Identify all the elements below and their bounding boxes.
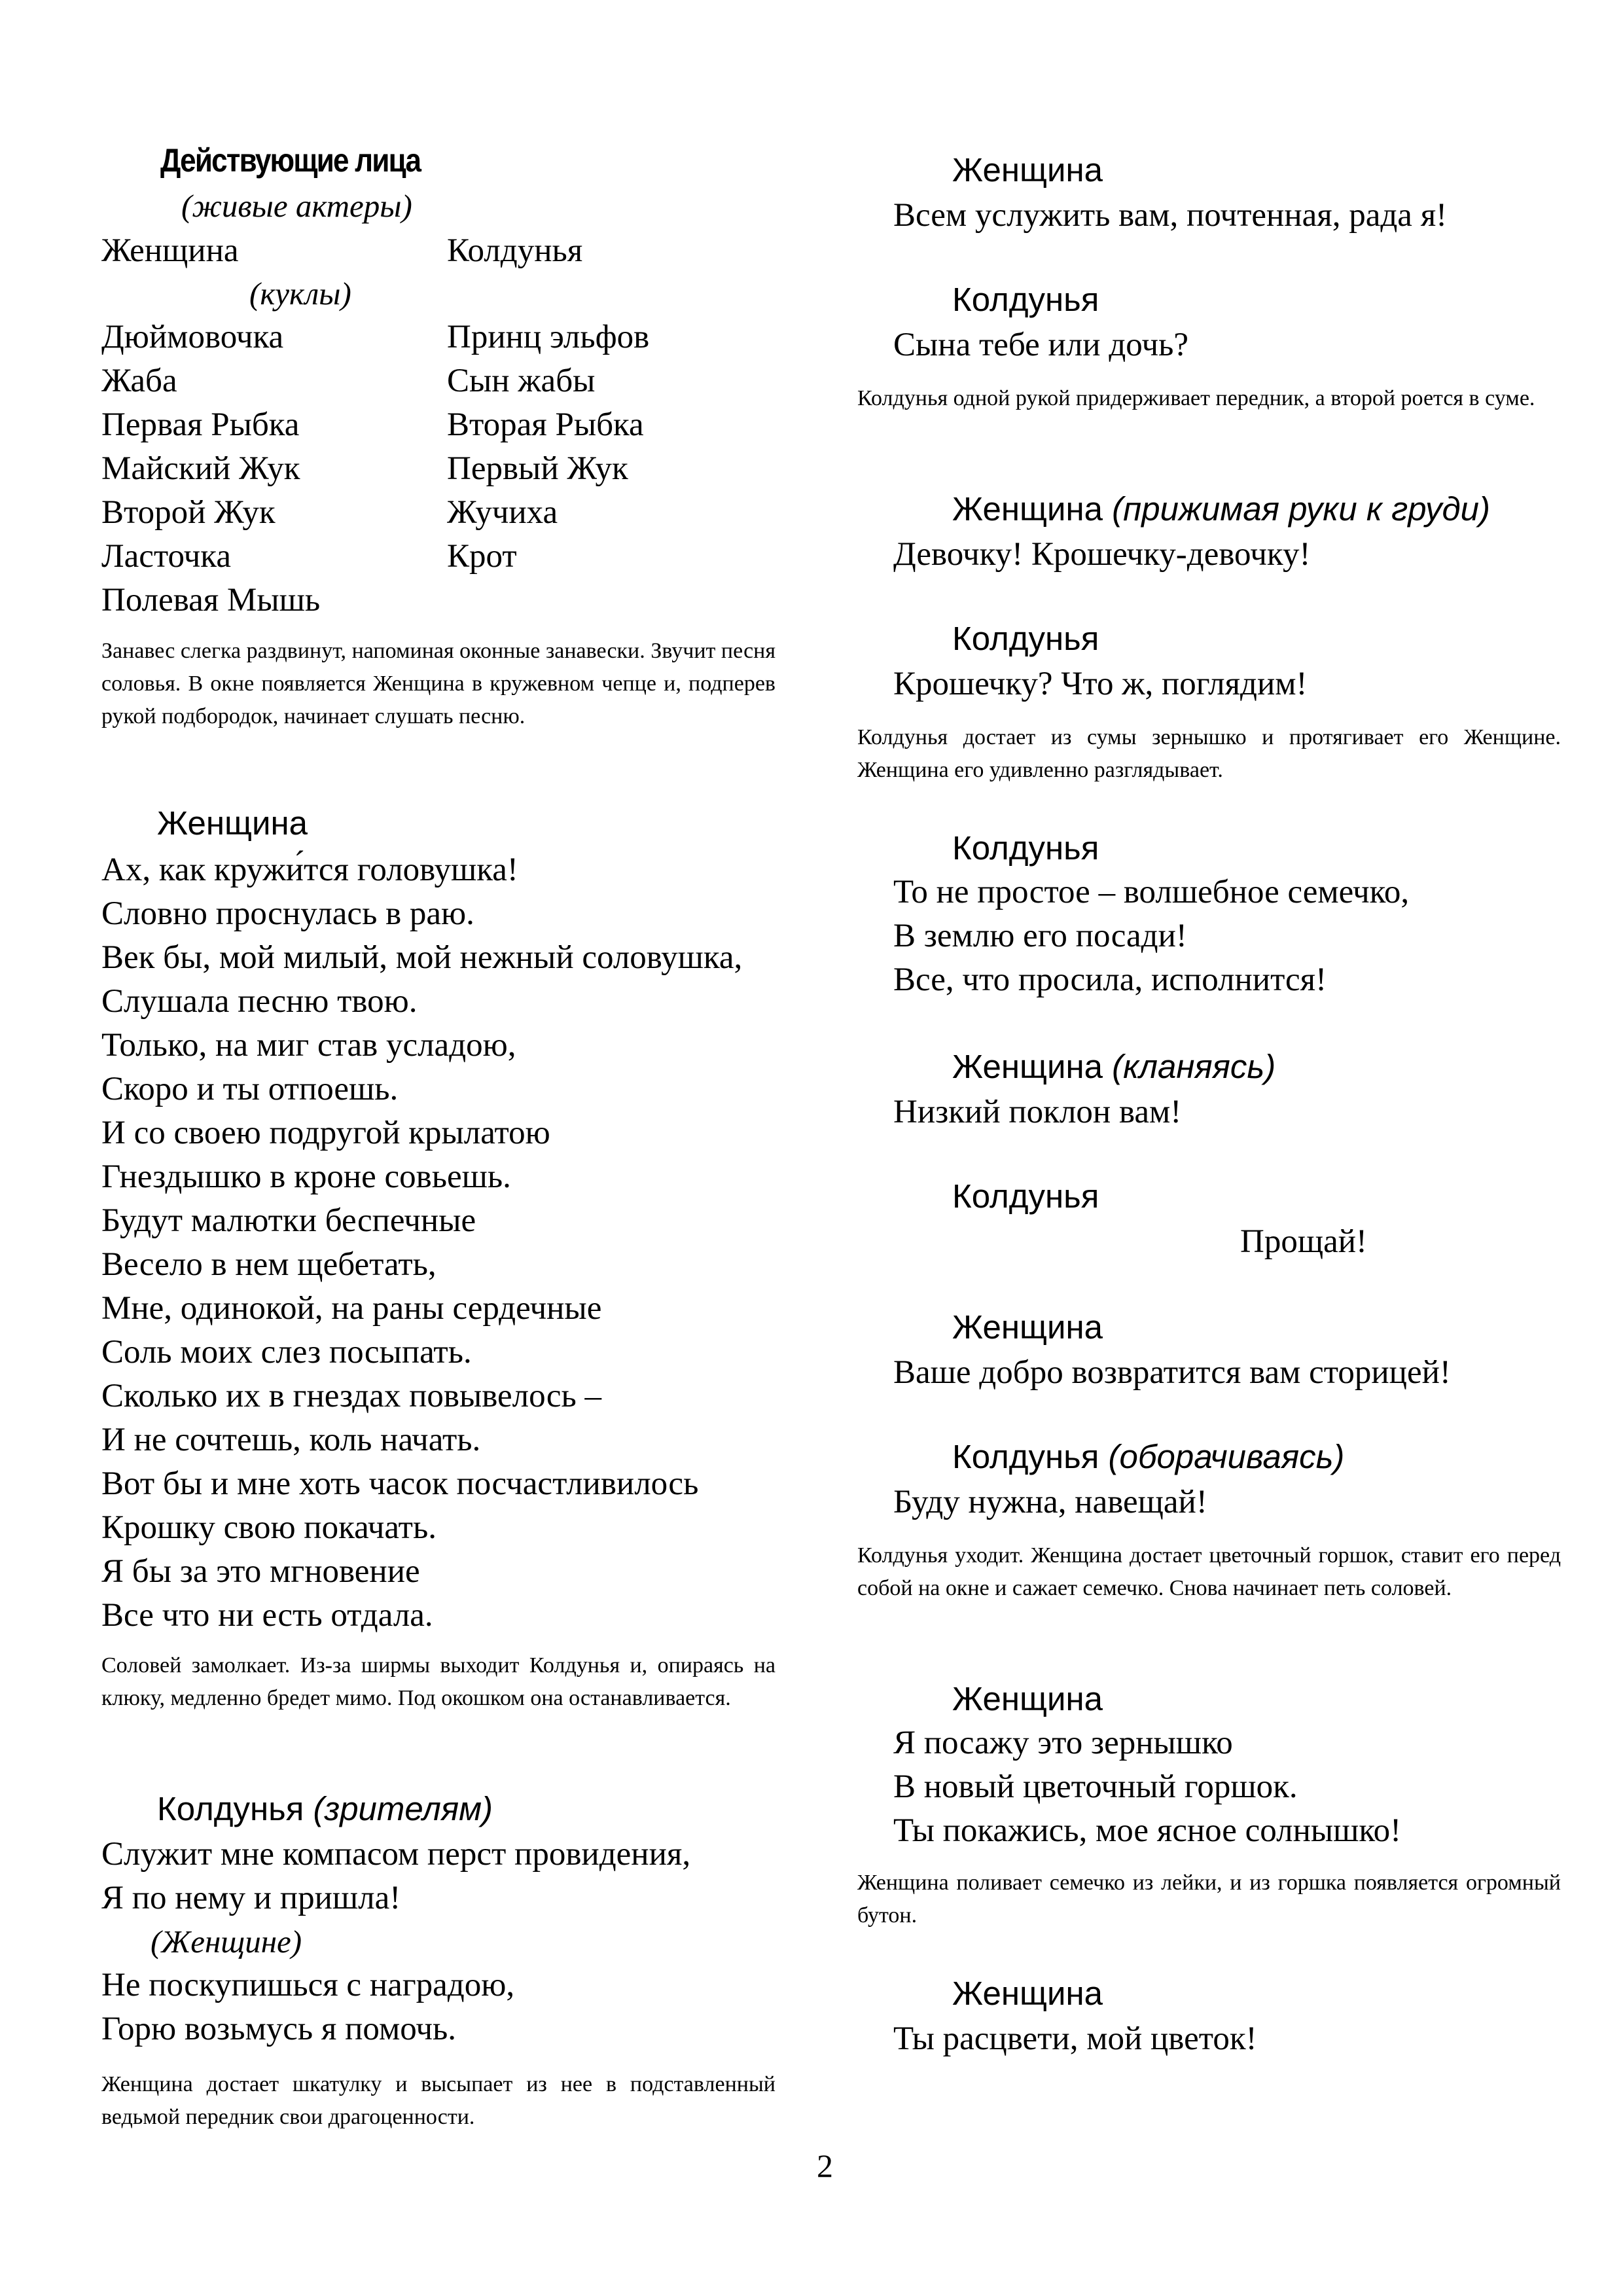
verse-line: Я по нему и пришла! [101, 1880, 401, 1916]
cast-puppet: Первая Рыбка [101, 406, 300, 443]
verse-line: Низкий поклон вам! [893, 1094, 1182, 1130]
verse-line: Вот бы и мне хоть часок посчастливилось [101, 1465, 699, 1502]
verse-line: Ты расцвети, мой цветок! [893, 2020, 1257, 2057]
cast-puppet: Майский Жук [101, 450, 300, 487]
verse-line: Девочку! Крошечку-девочку! [893, 536, 1311, 573]
verse-line: Словно проснулась в раю. [101, 895, 474, 932]
cast-puppet: Полевая Мышь [101, 582, 321, 619]
speaker-name-text: Женщина [952, 490, 1103, 528]
stage-direction: Колдунья одной рукой придерживает передник, а второй роется в суме. [857, 386, 1535, 410]
speaker-name: Колдунья [952, 829, 1099, 867]
verse-line: Слушала песню твою. [101, 983, 418, 1020]
page-number: 2 [817, 2147, 833, 2184]
speaker-name: Женщина [952, 1308, 1103, 1346]
stage-direction: Соловей замолкает. Из-за ширмы выходит Колдунья и, опираясь на клюку, медленно бредет мимо. Под окошком она останавливается. [101, 1653, 776, 1710]
speaker-name: Колдунья [952, 1177, 1099, 1215]
speaker-name-text: Колдунья [952, 1438, 1099, 1475]
speaker-note: (зрителям) [313, 1790, 493, 1827]
verse [101, 1964, 514, 2051]
speaker-name [952, 1437, 1344, 1476]
cast-puppet: Сын жабы [447, 363, 596, 399]
verse-line: Все, что просила, исполнится! [893, 961, 1327, 998]
verse-line: Все что ни есть отдала. [101, 1597, 433, 1634]
cast-puppet: Жучиха [447, 494, 558, 531]
verse [893, 870, 1409, 1002]
speaker-name: Женщина [157, 804, 308, 842]
stage-direction: Занавес слегка раздвинут, напоминая оконные занавески. Звучит песня соловья. В окне появляется Женщина в кружевном чепце и, подперев рукой подбородок, начинает слушать песню. [101, 639, 776, 728]
live-actors-label: (живые актеры) [181, 188, 412, 224]
verse-line: Служит мне компасом перст провидения, [101, 1836, 691, 1873]
verse-line: Не поскупишься с наградою, [101, 1967, 515, 2003]
verse-line: Ваше добро возвратится вам сторицей! [893, 1354, 1451, 1391]
verse-line: Крошку свою покачать. [101, 1509, 437, 1546]
cast-puppet: Второй Жук [101, 494, 276, 531]
cast-puppet: Дюймовочка [101, 319, 284, 355]
verse-line: Ты покажись, мое ясное солнышко! [893, 1812, 1402, 1849]
stage-direction: Женщина достает шкатулку и высыпает из нее в подставленный ведьмой передник свои драгоценности. [101, 2072, 776, 2129]
verse-line: То не простое – волшебное семечко, [893, 874, 1410, 910]
stage-direction: Колдунья уходит. Женщина достает цветочный горшок, ставит его перед собой на окне и сажает семечко. Снова начинает петь соловей. [857, 1543, 1561, 1600]
speaker-note: (прижимая руки к груди) [1112, 490, 1491, 528]
speaker-note: (оборачиваясь) [1108, 1438, 1345, 1475]
speaker-name [952, 1047, 1275, 1086]
verse-line: И со своею подругой крылатою [101, 1115, 550, 1151]
verse-line: Весело в нем щебетать, [101, 1246, 437, 1283]
cast-puppet: Крот [447, 538, 517, 575]
cast-live-actor: Колдунья [447, 232, 583, 269]
verse-line: Гнездышко в кроне совьешь. [101, 1158, 511, 1195]
speaker-note: (кланяясь) [1112, 1048, 1276, 1085]
speaker-name: Женщина [952, 1975, 1103, 2012]
verse [101, 1833, 690, 1920]
stage-direction: Колдунья достает из сумы зернышко и протягивает его Женщине. Женщина его удивленно разглядывает. [857, 725, 1561, 782]
verse-line: Я бы за это мгновение [101, 1553, 420, 1590]
speaker-name: Колдунья [952, 620, 1099, 657]
speaker-name-text: Колдунья [157, 1790, 304, 1827]
verse-line: Крошечку? Что ж, поглядим! [893, 666, 1308, 702]
verse-line: Скоро и ты отпоешь. [101, 1071, 399, 1107]
verse-line: Соль моих слез посыпать. [101, 1334, 472, 1371]
stage-direction: Женщина поливает семечко из лейки, и из горшка появляется огромный бутон. [857, 1871, 1561, 1928]
cast-puppets-right [447, 315, 649, 579]
verse-line: Я посажу это зернышко [893, 1725, 1233, 1761]
speaker-name: Колдунья [952, 281, 1099, 318]
verse-line: Сколько их в гнездах повывелось – [101, 1378, 602, 1414]
verse-line: Горю возьмусь я помочь. [101, 2011, 457, 2047]
verse-line: Всем услужить вам, почтенная, рада я! [893, 197, 1448, 234]
cast-puppet: Первый Жук [447, 450, 628, 487]
verse-line: В новый цветочный горшок. [893, 1768, 1298, 1805]
verse-line: И не сочтешь, коль начать. [101, 1422, 481, 1458]
puppets-label: (куклы) [249, 276, 351, 312]
verse [101, 848, 742, 1638]
verse-line: Буду нужна, навещай! [893, 1484, 1207, 1520]
speaker-name: Женщина [952, 1680, 1103, 1717]
cast-puppet: Жаба [101, 363, 177, 399]
speaker-name-text: Женщина [952, 1048, 1103, 1085]
speaker-name [157, 1789, 493, 1828]
verse-line: Только, на миг став усладою, [101, 1027, 516, 1064]
cast-live-actor: Женщина [101, 232, 239, 269]
verse-line: Прощай! [1240, 1223, 1368, 1260]
cast-puppet: Ласточка [101, 538, 231, 575]
cast-puppets-left [101, 315, 320, 622]
verse-line: Мне, одинокой, на раны сердечные [101, 1290, 602, 1327]
verse-line: В землю его посади! [893, 918, 1187, 954]
verse-line: Век бы, мой милый, мой нежный соловушка, [101, 939, 743, 976]
cast-puppet: Вторая Рыбка [447, 406, 644, 443]
verse [893, 1721, 1401, 1853]
verse-line: Будут малютки беспечные [101, 1202, 476, 1239]
aside-note: (Женщине) [151, 1924, 302, 1960]
cast-heading: Действующие лица [160, 142, 421, 179]
speaker-name [952, 490, 1490, 528]
verse-line: Сына тебе или дочь? [893, 327, 1189, 363]
cast-puppet: Принц эльфов [447, 319, 650, 355]
speaker-name: Женщина [952, 151, 1103, 188]
verse-line: Ах, как кружи́тся головушка! [101, 852, 518, 888]
